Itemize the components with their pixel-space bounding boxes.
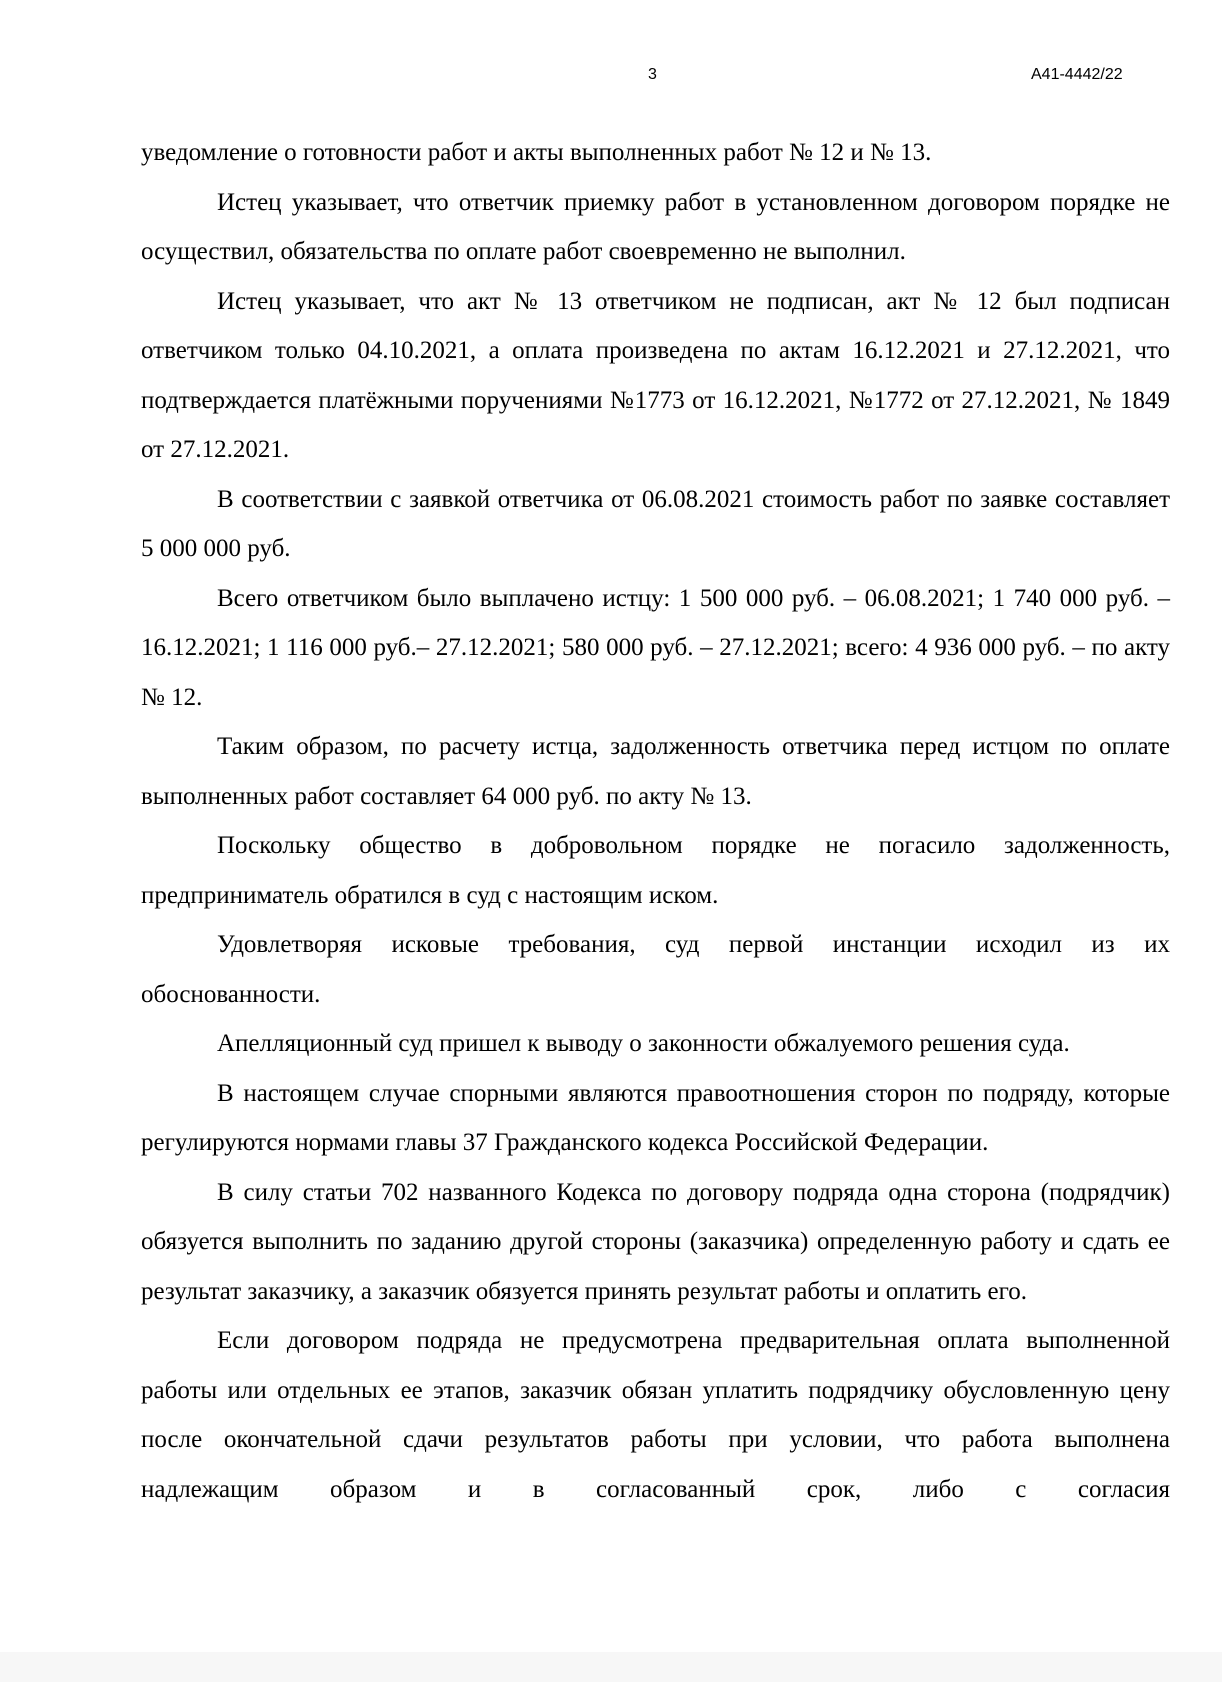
paragraph-payment-terms: Если договором подряда не предусмотрена предварительная оплата выполненной работы или отдельных ее этапов, заказчик обязан уплатить подрядчику обусловленную цену после окончательной сдачи результатов работы при условии, что работа выполнена надлежащим образом и в согласованный срок, либо с согласия xyxy=(141,1327,1170,1503)
paragraph-appeal-conclusion: Апелляционный суд пришел к выводу о законности обжалуемого решения суда. xyxy=(217,1030,1070,1057)
paragraph-acceptance-claim: Истец указывает, что ответчик приемку работ в установленном договором порядке не осуществил, обязательства по оплате работ своевременно не выполнил. xyxy=(141,188,1170,265)
paragraph-debt-calculation: Таким образом, по расчету истца, задолженность ответчика перед истцом по оплате выполненных работ составляет 64 000 руб. по акту № 13. xyxy=(141,733,1170,810)
case-number: А41-4442/22 xyxy=(1031,66,1123,83)
paragraph-lawsuit: Поскольку общество в добровольном порядке не погасило задолженность, предприниматель обратился в суд с настоящим иском. xyxy=(141,832,1170,909)
paragraph-payments-total: Всего ответчиком было выплачено истцу: 1 500 000 руб. – 06.08.2021; 1 740 000 руб. – 16.12.2021; 1 116 000 руб.– 27.12.2021; 580 000 руб. – 27.12.2021; всего: 4 936 000 руб. – по акту № 12. xyxy=(141,584,1170,711)
paragraph-continuation: уведомление о готовности работ и акты выполненных работ № 12 и № 13. xyxy=(141,139,932,166)
document-body xyxy=(141,128,1170,1514)
paragraph-acts-payment: Истец указывает, что акт № 13 ответчиком не подписан, акт № 12 был подписан ответчиком только 04.10.2021, а оплата произведена по актам 16.12.2021 и 27.12.2021, что подтверждается платёжными поручениями №1773 от 16.12.2021, №1772 от 27.12.2021, № 1849 от 27.12.2021. xyxy=(141,287,1170,463)
page-bottom-edge xyxy=(0,1652,1222,1682)
paragraph-order-cost: В соответствии с заявкой ответчика от 06.08.2021 стоимость работ по заявке составляет 5 000 000 руб. xyxy=(141,485,1170,562)
paragraph-article-702: В силу статьи 702 названного Кодекса по договору подряда одна сторона (подрядчик) обязуется выполнить по заданию другой стороны (заказчика) определенную работу и сдать ее результат заказчику, а заказчик обязуется принять результат работы и оплатить его. xyxy=(141,1178,1170,1305)
paragraph-first-instance: Удовлетворяя исковые требования, суд первой инстанции исходил из их обоснованности. xyxy=(141,931,1170,1008)
paragraph-legal-relations: В настоящем случае спорными являются правоотношения сторон по подряду, которые регулируются нормами главы 37 Гражданского кодекса Российской Федерации. xyxy=(141,1079,1170,1156)
page-number: 3 xyxy=(648,66,657,83)
